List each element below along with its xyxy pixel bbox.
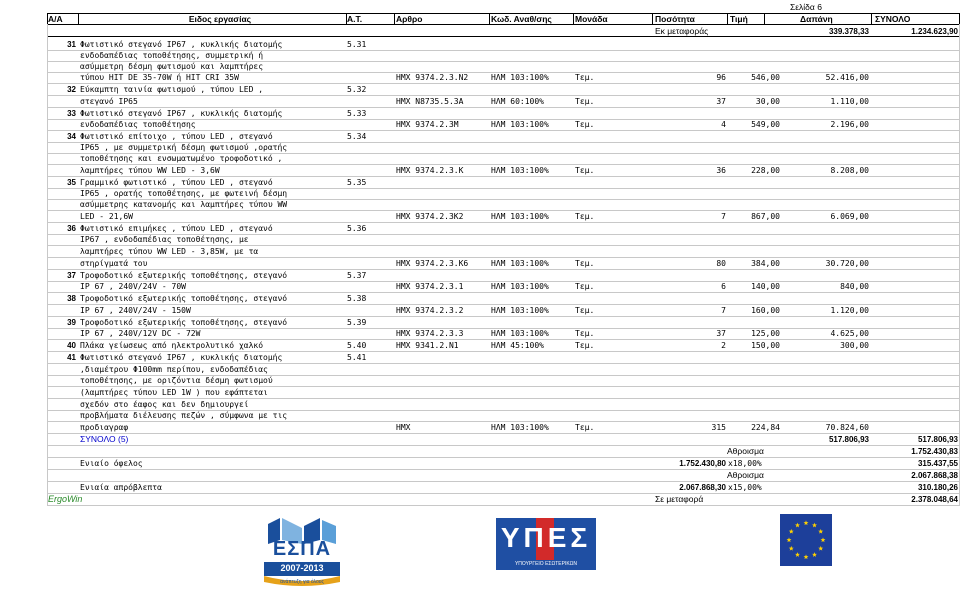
row-aa: 31 (67, 40, 76, 49)
row-kod: ΗΛΜ 45:100% (491, 341, 544, 350)
row-mon: Τεμ. (575, 73, 595, 82)
row-mon: Τεμ. (575, 97, 595, 106)
row-aa: 37 (67, 271, 76, 280)
grid-vline (871, 13, 872, 24)
grid-hline (47, 351, 959, 352)
grid-vline (764, 13, 765, 24)
grid-hline (47, 119, 959, 120)
row-at: 5.34 (347, 132, 367, 141)
row-aa: 40 (67, 341, 76, 350)
grid-hline (47, 469, 959, 470)
row-at: 5.39 (347, 318, 367, 327)
row-text: ,διαμέτρου Φ100mm περίπου, ενδοδαπέδιας (80, 365, 268, 374)
row-mon: Τεμ. (575, 329, 595, 338)
carry-forward-synolo: 1.234.623,90 (911, 27, 958, 36)
row-text: τοποθέτησης και ενσωματωμένο τροφοδοτικό , (80, 154, 283, 163)
row-text: IP65 , ορατής τοποθέτησης, με φωτεινή δέσμη (80, 189, 288, 198)
grid-hline (47, 50, 959, 51)
row-timi: 228,00 (751, 166, 780, 175)
row-timi: 549,00 (751, 120, 780, 129)
row-pos: 315 (711, 423, 726, 432)
row-text: Γραμμικό φωτιστικό , τύπου LED , στεγανό (80, 178, 273, 187)
row-pos: 37 (716, 97, 726, 106)
row-arthro: ΗΜΧ 9374.2.3.2 (396, 306, 464, 315)
row-pos: 2 (721, 341, 726, 350)
row-aa: 41 (67, 353, 76, 362)
row-at: 5.37 (347, 271, 367, 280)
header-cell: Α.Τ. (347, 14, 363, 24)
row-dapani: 4.625,00 (830, 329, 869, 338)
row-text: (λαμπτήρες τύπου LED 1W ) που εφάπτεται (80, 388, 268, 397)
row-timi: 867,00 (751, 212, 780, 221)
row-pos: 37 (716, 329, 726, 338)
grid-hline (47, 505, 959, 506)
grid-vline (727, 13, 728, 24)
grid-hline (47, 176, 959, 177)
row-timi: 546,00 (751, 73, 780, 82)
grid-hline (47, 304, 959, 305)
row-aa: 32 (67, 85, 76, 94)
grid-hline (47, 316, 959, 317)
aprovlepta-base: 2.067.868,30 (679, 483, 726, 492)
row-pos: 7 (721, 212, 726, 221)
grid-hline (47, 328, 959, 329)
row-text: προδιαγραφ (80, 423, 129, 432)
synolo-dapani: 517.806,93 (828, 435, 869, 444)
row-text: ενδοδαπέδιας τοποθέτησης, συμμετρική ή (80, 51, 264, 60)
ypes-subtitle: ΥΠΟΥΡΓΕΙΟ ΕΣΩΤΕΡΙΚΩΝ (514, 561, 578, 567)
grid-hline (47, 36, 959, 37)
row-at: 5.41 (347, 353, 367, 362)
row-mon: Τεμ. (575, 166, 595, 175)
row-kod: ΗΛΜ 103:100% (491, 73, 549, 82)
grid-hline (47, 210, 959, 211)
grid-hline (47, 445, 959, 446)
grid-hline (47, 269, 959, 270)
row-text: Φωτιστικό επίτοιχο , τύπου LED , στεγανό (80, 132, 273, 141)
row-text: τοποθέτησης, με οριζόντια δέσμη φωτισμού (80, 376, 273, 385)
grid-hline (47, 245, 959, 246)
row-dapani: 70.824,60 (825, 423, 869, 432)
header-cell: Μονάδα (575, 14, 608, 24)
row-kod: ΗΛΜ 103:100% (491, 282, 549, 291)
aprovlepta-total: 310.180,26 (917, 483, 958, 492)
row-text: Εύκαμπτη ταινία φωτισμού , τύπου LED , (80, 85, 264, 94)
row-text: Τροφοδοτικό εξωτερικής τοποθέτησης, στεγανό (80, 294, 288, 303)
row-kod: ΗΛΜ 103:100% (491, 306, 549, 315)
row-kod: ΗΛΜ 103:100% (491, 329, 549, 338)
row-pos: 36 (716, 166, 726, 175)
grid-vline (47, 13, 48, 24)
grid-hline (47, 130, 959, 131)
row-pos: 96 (716, 73, 726, 82)
row-arthro: ΗΜΧ 9341.2.Ν1 (396, 341, 459, 350)
row-aa: 34 (67, 132, 76, 141)
row-kod: ΗΛΜ 103:100% (491, 120, 549, 129)
row-text: Τροφοδοτικό εξωτερικής τοποθέτησης, στεγανό (80, 318, 288, 327)
grid-vline (394, 13, 395, 24)
row-aa: 33 (67, 109, 76, 118)
row-pos: 7 (721, 306, 726, 315)
row-arthro: ΗΜΧ 9374.2.3.Κ6 (396, 259, 469, 268)
row-mon: Τεμ. (575, 341, 595, 350)
synolo-total: 517.806,93 (917, 435, 958, 444)
grid-hline (47, 72, 959, 73)
row-dapani: 52.416,00 (825, 73, 869, 82)
row-text: Φωτιστικό επιμήκες , τύπου LED , στεγανό (80, 224, 273, 233)
header-cell: Δαπάνη (800, 14, 833, 24)
row-text: IP 67 , 240V/12V DC - 72W (80, 329, 201, 338)
row-text: IP 67 , 240V/24V - 70W (80, 282, 186, 291)
row-text: λαμπτήρες τύπου WW LED - 3,6W (80, 166, 220, 175)
eniaio-total: 315.437,55 (917, 459, 958, 468)
athroisma-label: Αθροισμα (727, 446, 764, 456)
row-arthro: ΗΜΧ 9374.2.3.Ν2 (396, 73, 469, 82)
carry-forward-dapani: 339.378,33 (828, 27, 869, 36)
grid-hline (47, 281, 959, 282)
eniaio-rate: x18,00% (728, 459, 762, 468)
grid-hline (47, 13, 959, 14)
row-kod: ΗΛΜ 103:100% (491, 166, 549, 175)
row-timi: 30,00 (755, 97, 780, 106)
row-at: 5.40 (347, 341, 367, 350)
row-mon: Τεμ. (575, 212, 595, 221)
row-arthro: ΗΜΧ 9374.2.3Μ (396, 120, 459, 129)
header-cell: Κωδ. Αναθ/σης (491, 14, 552, 24)
row-kod: ΗΛΜ 103:100% (491, 423, 549, 432)
header-cell: Ειδος εργασίας (188, 14, 252, 24)
row-at: 5.36 (347, 224, 367, 233)
grid-hline (47, 222, 959, 223)
grid-hline (47, 375, 959, 376)
row-text: Τροφοδοτικό εξωτερικής τοποθέτησης, στεγανό (80, 271, 288, 280)
grid-hline (47, 153, 959, 154)
row-text: προβλήματα διέλευσης πεζών , σύμφωνα με τις (80, 411, 288, 420)
header-cell: ΣΥΝΟΛΟ (875, 14, 911, 24)
se-metafora-label: Σε μεταφορά (655, 494, 704, 504)
espa-years: 2007-2013 (280, 563, 324, 573)
grid-hline (47, 95, 959, 96)
espa-title: ΕΣΠΑ (272, 538, 332, 560)
row-dapani: 30.720,00 (825, 259, 869, 268)
grid-vline (47, 24, 48, 506)
espa-tagline: ανάπτυξη για όλους (280, 579, 324, 585)
row-text: Φωτιστικό στεγανό IP67 , κυκλικής διατομής (80, 40, 283, 49)
header-cell: Ποσότητα (655, 14, 695, 24)
athroisma-total: 1.752.430,83 (911, 447, 958, 456)
row-aa: 38 (67, 294, 76, 303)
grid-hline (47, 493, 959, 494)
row-timi: 384,00 (751, 259, 780, 268)
grid-hline (47, 199, 959, 200)
aprovlepta-rate: x15,00% (728, 483, 762, 492)
ypes-logo (496, 516, 596, 576)
row-timi: 140,00 (751, 282, 780, 291)
row-mon: Τεμ. (575, 423, 595, 432)
row-text: ασύμμετρη δέσμη φωτισμού και λαμπτήρες (80, 62, 264, 71)
grid-hline (47, 257, 959, 258)
ypes-title: ΥΠΕΣ (500, 522, 592, 553)
row-text: στηρίγματά του (80, 259, 148, 268)
row-dapani: 840,00 (840, 282, 869, 291)
eniaio-base: 1.752.430,80 (679, 459, 726, 468)
grid-hline (47, 457, 959, 458)
row-arthro: ΗΜΧ (396, 423, 411, 432)
row-text: Φωτιστικό στεγανό IP67 , κυκλικής διατομής (80, 353, 283, 362)
eniaio-label: Ενιαίο όφελος (80, 459, 143, 468)
page-label: Σελίδα 6 (790, 2, 822, 12)
row-at: 5.33 (347, 109, 367, 118)
grid-vline (489, 13, 490, 24)
row-arthro: ΗΜΧ 9374.2.3.1 (396, 282, 464, 291)
row-arthro: ΗΜΧ 9374.2.3.Κ (396, 166, 464, 175)
row-timi: 150,00 (751, 341, 780, 350)
synolo-label: ΣΥΝΟΛΟ (5) (80, 434, 129, 444)
row-at: 5.31 (347, 40, 367, 49)
grid-hline (47, 481, 959, 482)
grid-hline (47, 410, 959, 411)
row-aa: 36 (67, 224, 76, 233)
row-aa: 39 (67, 318, 76, 327)
row-at: 5.35 (347, 178, 367, 187)
row-text: στεγανό IP65 (80, 97, 138, 106)
carry-forward-label: Εκ μεταφοράς (655, 26, 709, 36)
row-timi: 224,84 (751, 423, 780, 432)
row-pos: 80 (716, 259, 726, 268)
row-text: LED - 21,6W (80, 212, 133, 221)
row-kod: ΗΛΜ 60:100% (491, 97, 544, 106)
grid-hline (47, 292, 959, 293)
row-dapani: 6.069,00 (830, 212, 869, 221)
row-text: ενδοδαπέδιας τοποθέτησης (80, 120, 196, 129)
aprovlepta-label: Ενιαία απρόβλεπτα (80, 483, 162, 492)
row-at: 5.38 (347, 294, 367, 303)
row-dapani: 2.196,00 (830, 120, 869, 129)
row-text: IP65 , με συμμετρική δέσμη φωτισμού ,ορατής (80, 143, 288, 152)
header-cell: Αρθρο (396, 14, 423, 24)
row-dapani: 300,00 (840, 341, 869, 350)
row-kod: ΗΛΜ 103:100% (491, 212, 549, 221)
se-metafora-total: 2.378.048,64 (911, 495, 958, 504)
row-timi: 125,00 (751, 329, 780, 338)
grid-vline (652, 13, 653, 24)
row-dapani: 1.120,00 (830, 306, 869, 315)
grid-hline (47, 188, 959, 189)
grid-hline (47, 61, 959, 62)
row-text: ασύμμετρης κατανομής και λαμπτήρες τύπου WW (80, 200, 288, 209)
grid-hline (47, 107, 959, 108)
row-text: λαμπτήρες τύπου WW LED - 3,85W, με τα (80, 247, 259, 256)
row-text: Πλάκα γείωσεως από ηλεκτρολυτικό χαλκό (80, 341, 264, 350)
eu-flag-icon (780, 514, 832, 566)
grid-hline (47, 339, 959, 340)
grid-hline (47, 433, 959, 434)
grid-hline (47, 24, 959, 25)
grid-vline (573, 13, 574, 24)
grid-hline (47, 234, 959, 235)
row-text: Φωτιστικό στεγανό IP67 , κυκλικής διατομής (80, 109, 283, 118)
grid-vline (78, 13, 79, 24)
grid-hline (47, 421, 959, 422)
grid-vline (346, 13, 347, 24)
grid-hline (47, 164, 959, 165)
ergowin-brand: ErgoWin (48, 494, 83, 504)
row-mon: Τεμ. (575, 120, 595, 129)
row-dapani: 8.208,00 (830, 166, 869, 175)
grid-hline (47, 398, 959, 399)
header-cell: Τιμή (730, 14, 748, 24)
espa-logo (262, 514, 342, 588)
grid-hline (47, 363, 959, 364)
row-aa: 35 (67, 178, 76, 187)
athroisma2-total: 2.067.868,38 (911, 471, 958, 480)
row-arthro: ΗΜΧ 9374.2.3Κ2 (396, 212, 464, 221)
row-text: IP67 , ενδοδαπέδιας τοποθέτησης, με (80, 235, 249, 244)
grid-hline (47, 83, 959, 84)
row-mon: Τεμ. (575, 259, 595, 268)
grid-hline (47, 386, 959, 387)
row-arthro: ΗΜΧ Ν8735.5.3Α (396, 97, 464, 106)
row-arthro: ΗΜΧ 9374.2.3.3 (396, 329, 464, 338)
header-cell: Α/Α (48, 14, 63, 24)
row-kod: ΗΛΜ 103:100% (491, 259, 549, 268)
row-pos: 4 (721, 120, 726, 129)
grid-hline (47, 142, 959, 143)
row-dapani: 1.110,00 (830, 97, 869, 106)
row-at: 5.32 (347, 85, 367, 94)
row-mon: Τεμ. (575, 282, 595, 291)
row-mon: Τεμ. (575, 306, 595, 315)
athroisma2-label: Αθροισμα (727, 470, 764, 480)
row-text: IP 67 , 240V/24V - 150W (80, 306, 191, 315)
row-pos: 6 (721, 282, 726, 291)
row-timi: 160,00 (751, 306, 780, 315)
row-text: τύπου HIT DE 35-70W ή HIT CRI 35W (80, 73, 239, 82)
row-text: σχεδόν στο έαφος και δεν δημιουργεί (80, 400, 249, 409)
